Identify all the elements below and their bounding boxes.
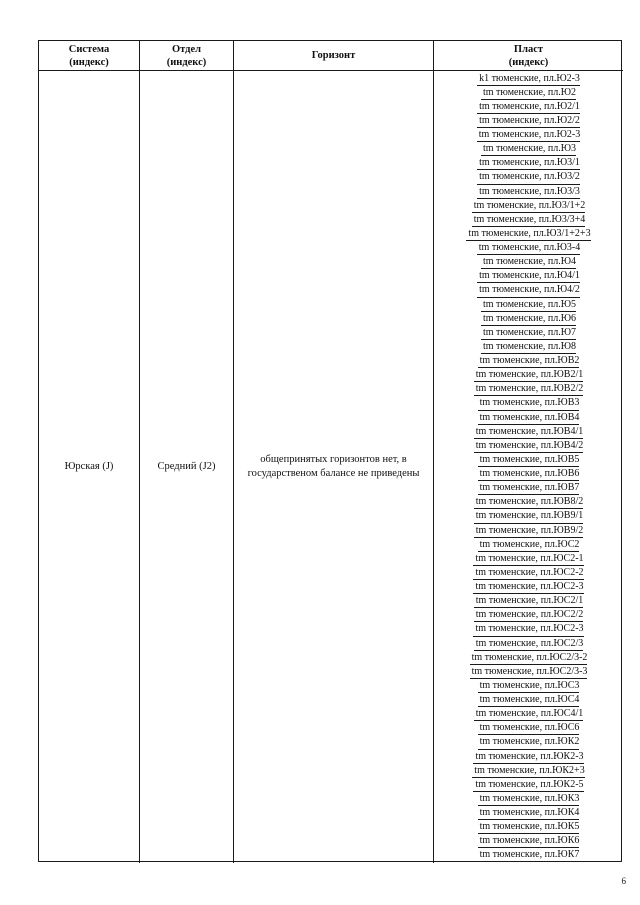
- layer-row: tm тюменские, пл.ЮК5: [478, 820, 580, 834]
- layer-row: tm тюменские, пл.Ю3/2: [477, 170, 580, 184]
- layer-row: tm тюменские, пл.ЮВ9/1: [474, 509, 584, 523]
- layer-row: tm тюменские, пл.ЮВ3: [478, 396, 580, 410]
- layer-row: tm тюменские, пл.Ю3: [481, 142, 576, 156]
- header-division-title: Отдел: [171, 43, 202, 55]
- layer-row: tm тюменские, пл.Ю2/2: [477, 114, 580, 128]
- header-system-title: Система: [68, 43, 110, 55]
- header-horizon-title: Горизонт: [311, 50, 356, 61]
- division-cell: [140, 71, 234, 863]
- layer-row: tm тюменские, пл.ЮС2-3: [473, 580, 583, 594]
- layer-row: tm тюменские, пл.ЮС2-3: [473, 622, 583, 636]
- layer-row: tm тюменские, пл.ЮВ6: [478, 467, 580, 481]
- layer-row: tm тюменские, пл.ЮС2: [478, 538, 580, 552]
- layer-row: tm тюменские, пл.ЮВ9/2: [474, 524, 584, 538]
- layer-row: tm тюменские, пл.ЮВ4/2: [474, 439, 584, 453]
- layer-row: tm тюменские, пл.ЮВ2/2: [474, 382, 584, 396]
- layer-row: tm тюменские, пл.ЮС2-1: [473, 552, 583, 566]
- layer-row: tm тюменские, пл.ЮС2-2: [473, 566, 583, 580]
- layer-row: tm тюменские, пл.Ю3/1+2+3: [466, 227, 590, 241]
- layer-row: tm тюменские, пл.ЮВ8/2: [474, 495, 584, 509]
- header-division-subtitle: (индекс): [166, 56, 207, 68]
- layer-row: tm тюменские, пл.Ю4/2: [477, 283, 580, 297]
- header-layer: [434, 41, 623, 71]
- layer-row: tm тюменские, пл.Ю4: [481, 255, 576, 269]
- layer-row: tm тюменские, пл.Ю2-3: [477, 128, 580, 142]
- header-system-subtitle: (индекс): [69, 56, 109, 68]
- layer-row: tm тюменские, пл.ЮК2-3: [473, 750, 583, 764]
- division-value: Средний (J2): [157, 461, 216, 472]
- layer-row: tm тюменские, пл.ЮК2: [478, 735, 580, 749]
- layer-row: tm тюменские, пл.ЮС2/3-3: [470, 665, 588, 679]
- layer-row: tm тюменские, пл.ЮС6: [478, 721, 580, 735]
- layer-row: tm тюменские, пл.ЮС4: [478, 693, 580, 707]
- layer-row: tm тюменские, пл.ЮК4: [478, 806, 580, 820]
- layer-row: tm тюменские, пл.ЮС4/1: [474, 707, 584, 721]
- layer-row: tm тюменские, пл.Ю5: [481, 298, 576, 312]
- layer-row: tm тюменские, пл.Ю3-4: [477, 241, 580, 255]
- header-layer-subtitle: (индекс): [508, 56, 549, 68]
- layer-row: tm тюменские, пл.Ю6: [481, 312, 576, 326]
- layer-row: tm тюменские, пл.Ю2/1: [477, 100, 580, 114]
- horizon-cell: [234, 71, 434, 863]
- layer-row: tm тюменские, пл.ЮС2/1: [474, 594, 584, 608]
- layer-row: tm тюменские, пл.Ю3/1: [477, 156, 580, 170]
- layer-row: tm тюменские, пл.ЮВ7: [478, 481, 580, 495]
- header-system: [39, 41, 140, 71]
- layer-row: tm тюменские, пл.Ю4/1: [477, 269, 580, 283]
- header-layer-title: Пласт: [513, 43, 544, 55]
- layer-row: tm тюменские, пл.ЮВ4: [478, 411, 580, 425]
- system-value: Юрская (J): [64, 461, 114, 472]
- layer-row: tm тюменские, пл.Ю3/3+4: [472, 213, 586, 227]
- layer-row: tm тюменские, пл.ЮС2/3: [474, 637, 584, 651]
- layer-row: tm тюменские, пл.ЮВ4/1: [474, 425, 584, 439]
- header-horizon: [234, 41, 434, 71]
- layer-row: tm тюменские, пл.ЮВ2: [478, 354, 580, 368]
- layer-row: tm тюменские, пл.ЮК6: [478, 834, 580, 848]
- page-number: 6: [621, 876, 626, 886]
- layer-row: tm тюменские, пл.Ю3/3: [477, 185, 580, 199]
- layer-row: k1 тюменские, пл.Ю2-3: [477, 72, 580, 86]
- layer-row: tm тюменские, пл.Ю2: [481, 86, 576, 100]
- header-division: [140, 41, 234, 71]
- layer-row: tm тюменские, пл.Ю8: [481, 340, 576, 354]
- layer-row: tm тюменские, пл.ЮК7: [479, 849, 580, 861]
- layer-row: tm тюменские, пл.ЮВ2/1: [474, 368, 584, 382]
- layer-row: tm тюменские, пл.ЮС2/3-2: [470, 651, 588, 665]
- layer-row: tm тюменские, пл.ЮС3: [478, 679, 580, 693]
- layer-row: tm тюменские, пл.ЮК3: [478, 792, 580, 806]
- layer-row: tm тюменские, пл.ЮК2+3: [472, 764, 584, 778]
- layer-row: tm тюменские, пл.Ю7: [481, 326, 576, 340]
- system-cell: [39, 71, 140, 863]
- layer-row: tm тюменские, пл.ЮВ5: [478, 453, 580, 467]
- horizon-value: общепринятых горизонтов нет, в государственом балансе не приведены: [247, 454, 420, 479]
- layer-row: tm тюменские, пл.ЮС2/2: [474, 608, 584, 622]
- layer-list: [434, 71, 623, 863]
- stratigraphy-table: [38, 40, 622, 862]
- layer-row: tm тюменские, пл.ЮК2-5: [473, 778, 583, 792]
- layer-row: tm тюменские, пл.Ю3/1+2: [472, 199, 586, 213]
